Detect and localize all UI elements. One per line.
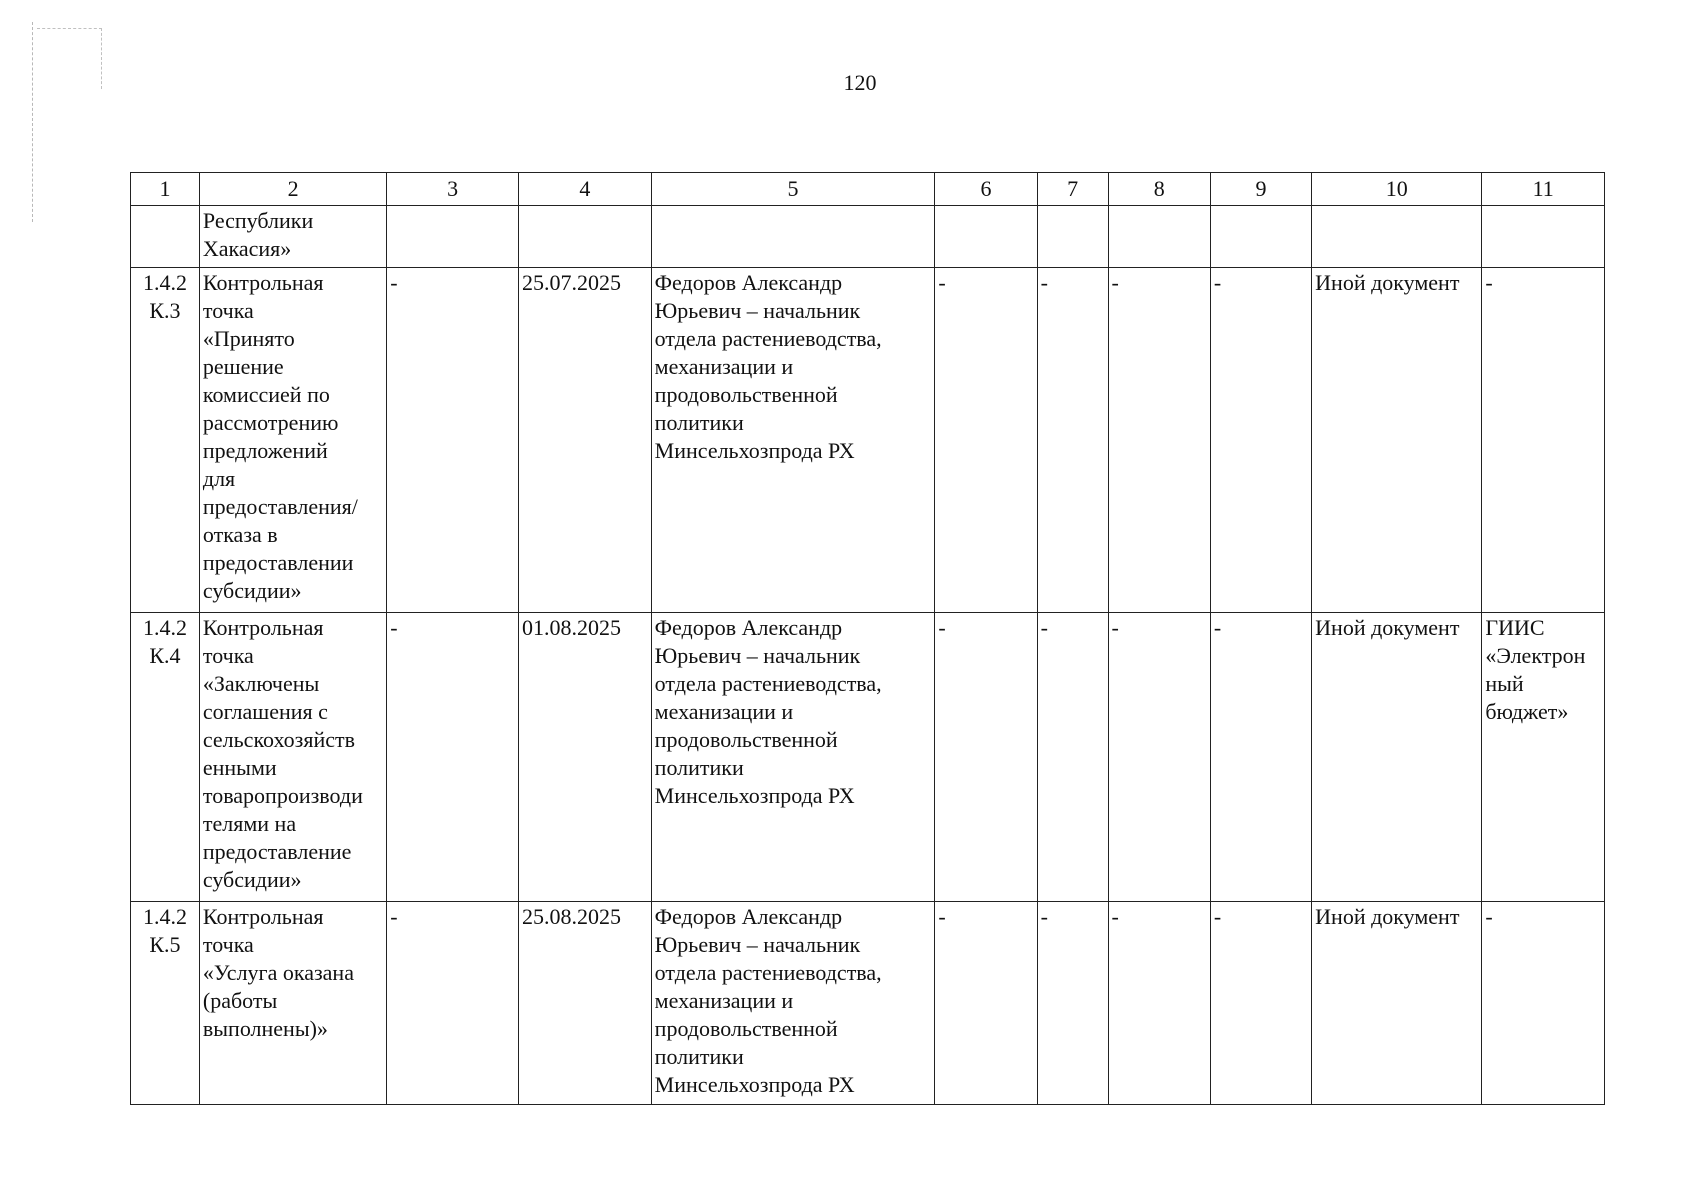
document-type-cell: Иной документ [1312, 613, 1482, 902]
table-cell [1210, 206, 1311, 268]
responsible-cell: Федоров Александр Юрьевич – начальник отдела растениеводства, механизации и продовольственной политики Минсельхозпрода РХ [651, 613, 935, 902]
header-cell: 8 [1108, 173, 1210, 206]
table-cell: - [1108, 902, 1210, 1105]
table-cell: - [1108, 613, 1210, 902]
header-cell: 3 [387, 173, 519, 206]
information-system-cell: ГИИС «Электрон ный бюджет» [1482, 613, 1605, 902]
header-cell: 5 [651, 173, 935, 206]
table-cell: - [1108, 268, 1210, 613]
responsible-cell: Федоров Александр Юрьевич – начальник отдела растениеводства, механизации и продовольственной политики Минсельхозпрода РХ [651, 902, 935, 1105]
header-cell: 7 [1037, 173, 1108, 206]
table-cell [651, 206, 935, 268]
information-system-cell: - [1482, 268, 1605, 613]
responsible-cell: Федоров Александр Юрьевич – начальник отдела растениеводства, механизации и продовольственной политики Минсельхозпрода РХ [651, 268, 935, 613]
table-cell: - [1037, 613, 1108, 902]
table-cell: - [387, 613, 519, 902]
table-cell [1482, 206, 1605, 268]
date-cell: 25.07.2025 [518, 268, 651, 613]
table-cell [387, 206, 519, 268]
table-cell: - [935, 902, 1037, 1105]
control-points-table [130, 172, 1605, 1105]
table-row [131, 268, 1605, 613]
row-number-cell [131, 206, 200, 268]
scan-margin-mark [32, 22, 105, 222]
table-continuation-row [131, 206, 1605, 268]
row-number-cell: 1.4.2 К.5 [131, 902, 200, 1105]
table-cell: - [935, 613, 1037, 902]
document-type-cell: Иной документ [1312, 902, 1482, 1105]
header-cell: 9 [1210, 173, 1311, 206]
table-row [131, 613, 1605, 902]
document-type-cell: Иной документ [1312, 268, 1482, 613]
table-cell: - [387, 268, 519, 613]
date-cell: 25.08.2025 [518, 902, 651, 1105]
header-cell: 2 [199, 173, 386, 206]
header-cell: 4 [518, 173, 651, 206]
table-cell [1108, 206, 1210, 268]
table-row [131, 902, 1605, 1105]
event-name-cell: Контрольная точка «Принято решение комиссией по рассмотрению предложений для предоставления/ отказа в предоставлении субсидии» [199, 268, 386, 613]
information-system-cell: - [1482, 902, 1605, 1105]
table-cell [518, 206, 651, 268]
table-cell: - [935, 268, 1037, 613]
table-header-row [131, 173, 1605, 206]
header-cell: 10 [1312, 173, 1482, 206]
date-cell: 01.08.2025 [518, 613, 651, 902]
page-number: 120 [843, 70, 877, 95]
table-cell: - [1037, 268, 1108, 613]
event-name-cell: Контрольная точка «Услуга оказана (работы выполнены)» [199, 902, 386, 1105]
event-name-cell: Республики Хакасия» [199, 206, 386, 268]
row-number-cell: 1.4.2 К.4 [131, 613, 200, 902]
table-cell [1037, 206, 1108, 268]
table-cell: - [1210, 902, 1311, 1105]
row-number-cell: 1.4.2 К.3 [131, 268, 200, 613]
table-cell [1312, 206, 1482, 268]
event-name-cell: Контрольная точка «Заключены соглашения с сельскохозяйств енными товаропроизводи телями на предоставление субсидии» [199, 613, 386, 902]
table-cell: - [1210, 268, 1311, 613]
table-cell: - [1037, 902, 1108, 1105]
table-cell: - [1210, 613, 1311, 902]
table-cell: - [387, 902, 519, 1105]
header-cell: 1 [131, 173, 200, 206]
table-cell [935, 206, 1037, 268]
header-cell: 6 [935, 173, 1037, 206]
header-cell: 11 [1482, 173, 1605, 206]
